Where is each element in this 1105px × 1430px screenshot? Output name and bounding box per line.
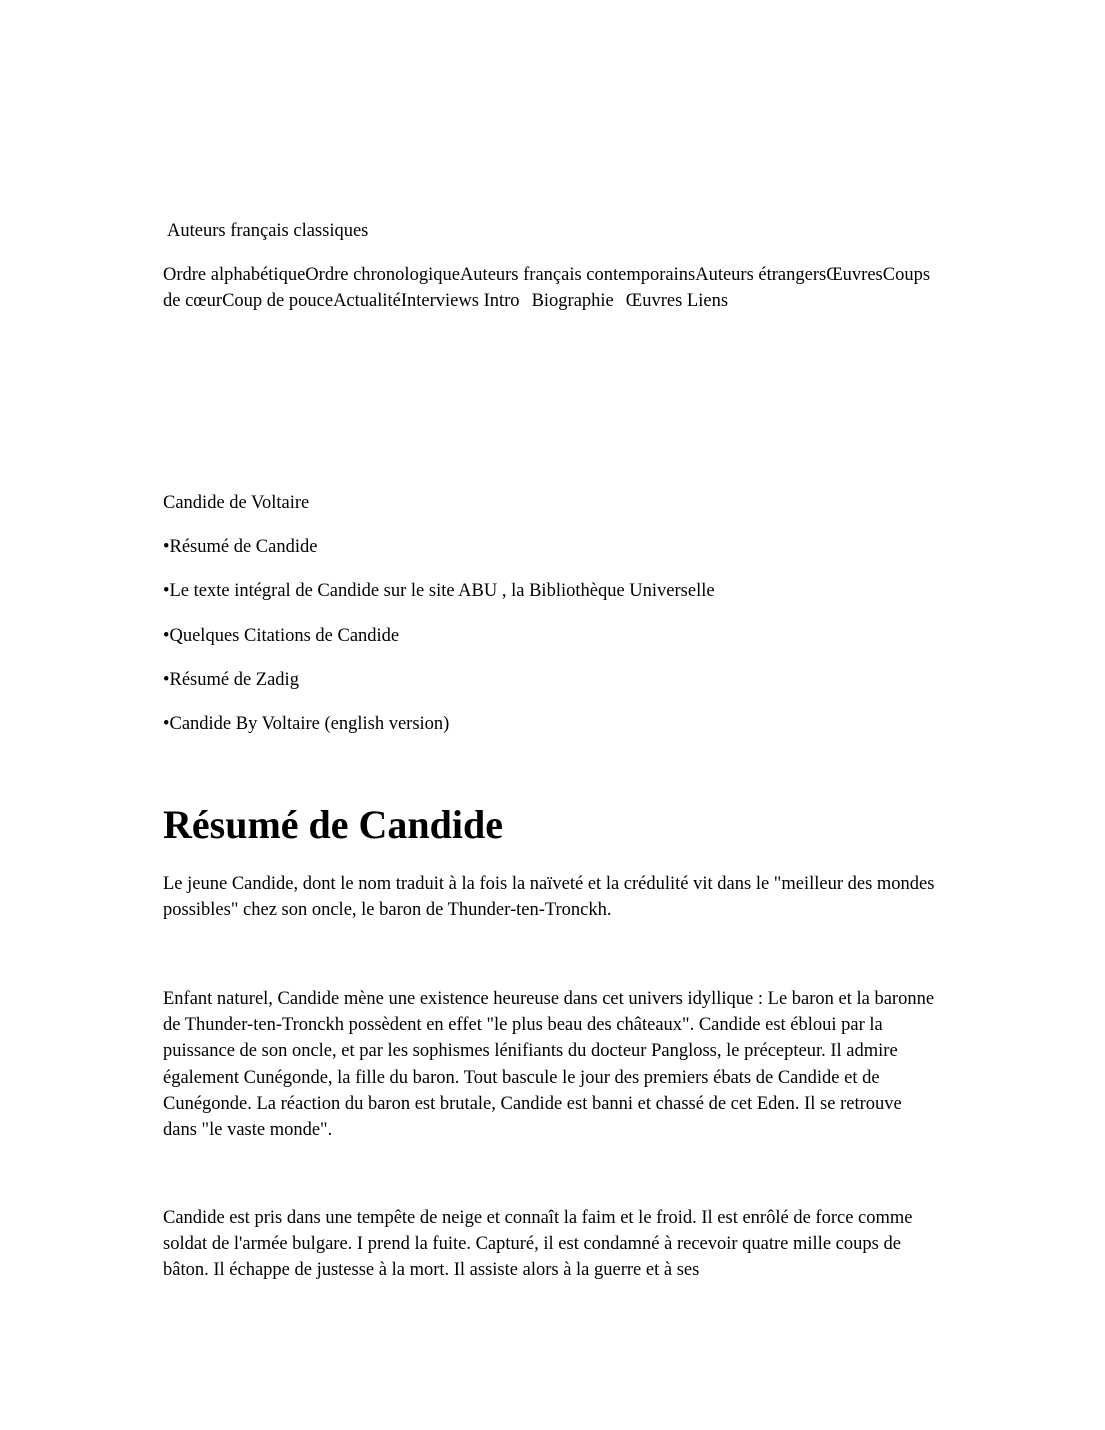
author-nav-works[interactable]: Œuvres (625, 291, 683, 311)
link-texte-integral-candide[interactable]: •Le texte intégral de Candide sur le site ABU , la Bibliothèque Universelle (163, 581, 715, 602)
article-paragraph: Le jeune Candide, dont le nom traduit à la fois la naïveté et la crédulité vit dans le "meilleur des mondes possibles" chez son oncle, le baron de Thunder-ten-Tronckh. (163, 874, 935, 921)
link-candide-english[interactable]: •Candide By Voltaire (english version) (163, 714, 450, 735)
links-intro: Candide de Voltaire (163, 493, 310, 513)
author-nav-links[interactable]: Liens (686, 291, 729, 311)
nav-link-works[interactable]: Œuvres (826, 265, 883, 285)
nav-link-foreign-authors[interactable]: Auteurs étrangers (695, 265, 827, 285)
list-item (163, 712, 715, 736)
list-item (163, 579, 715, 603)
author-nav-intro[interactable]: Intro (483, 291, 520, 311)
article-paragraph: Enfant naturel, Candide mène une existence heureuse dans cet univers idyllique : Le baron et la baronne de Thunder-ten-Tronckh possèdent en effet "le plus beau des châteaux". Candide est ébloui par la puissance de son oncle, et par les sophismes lénifiants du docteur Pangloss, le précepteur. Il admire également Cunégonde, la fille du baron. Tout bascule le jour des premiers ébats de Candide et de Cunégonde. La réaction du baron est brutale, Candide est banni et chassé de cet Eden. Il se retrouve dans "le vaste monde". (163, 989, 935, 1141)
article-paragraph: Candide est pris dans une tempête de neige et connaît la faim et le froid. Il est enrôlé de force comme soldat de l'armée bulgare. I prend la fuite. Capturé, il est condamné à recevoir quatre mille coups de bâton. Il échappe de justesse à la mort. Il assiste alors à la guerre et à ses (163, 1208, 913, 1281)
nav-link-news[interactable]: Actualité (333, 291, 401, 311)
list-item (163, 668, 715, 692)
link-resume-zadig[interactable]: •Résumé de Zadig (163, 669, 299, 690)
nav-link-interviews[interactable]: Interviews (400, 291, 479, 311)
author-nav-biography[interactable]: Biographie (531, 291, 614, 311)
nav-link-favorites[interactable]: Coups de cœur (163, 265, 931, 311)
link-citations-candide[interactable]: •Quelques Citations de Candide (163, 625, 400, 646)
nav-link-alphabetical-order[interactable]: Ordre alphabétique (163, 265, 306, 285)
nav-link-contemporary-authors[interactable]: Auteurs français contemporains (459, 265, 696, 285)
article-title: Résumé de Candide (163, 802, 504, 847)
site-title: Auteurs français classiques (167, 221, 369, 241)
link-resume-candide[interactable]: •Résumé de Candide (163, 537, 318, 557)
nav-link-chronological-order[interactable]: Ordre chronologique (305, 265, 460, 285)
list-item (163, 624, 715, 648)
nav-link-coup-de-pouce[interactable]: Coup de pouce (222, 291, 334, 311)
list-item (163, 535, 715, 559)
main-navigation (163, 262, 935, 314)
related-links-list (163, 491, 715, 756)
